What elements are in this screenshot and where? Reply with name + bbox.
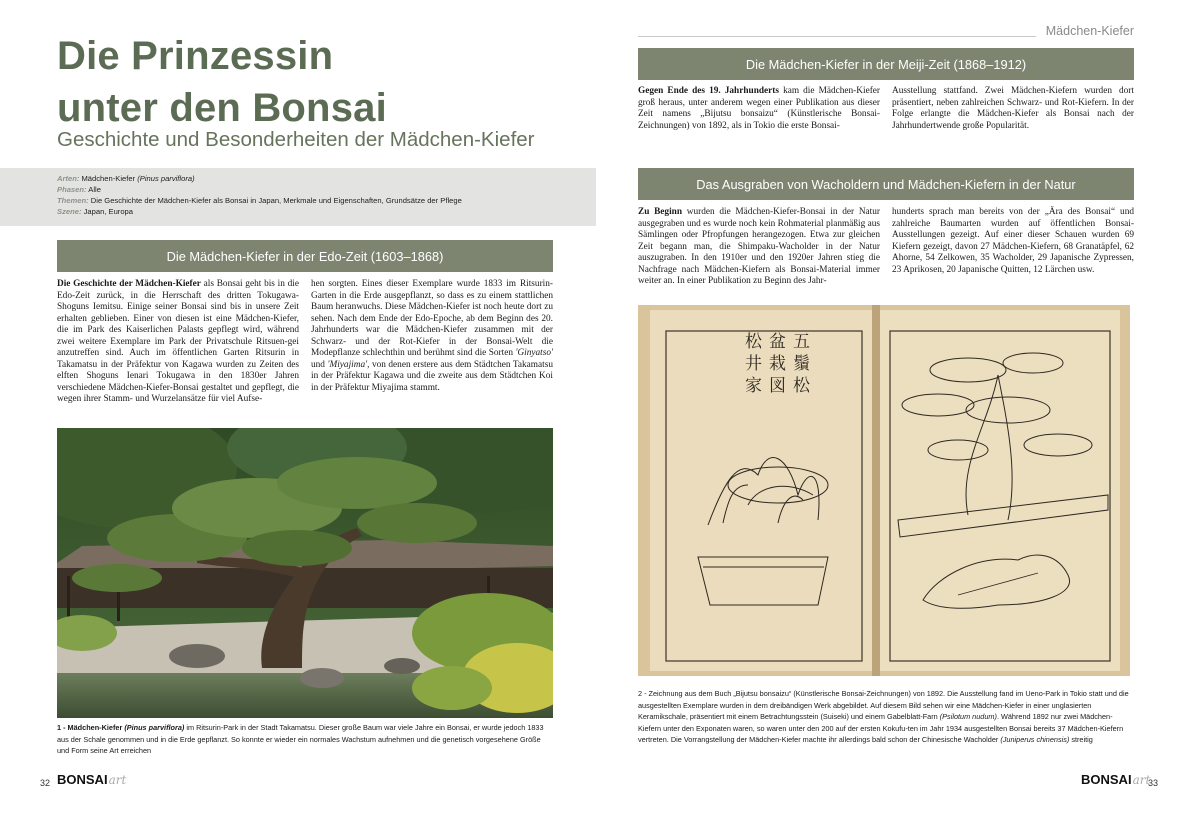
inscription-column: 五鬚松: [793, 332, 810, 396]
body-text: hunderts sprach man bereits von der „Ära des Bonsai“ und zahlreiche Baumarten wurden auf öffentlichen Bonsai-Ausstellungen gezeigt. Auf einer dieser Schauen wurden 69 Kiefern gezeigt, davon 27 Mädchen-Kiefern, 68 Granatäpfel, 62 Ahorne, 54 Zelkowen, 35 Wacholder, 29 Japanische Zypressen, 23 Aprikosen, 20 Japanische Quitten, 12 Lärchen usw.: [892, 207, 1134, 275]
meta-value: Mädchen-Kiefer: [81, 174, 136, 183]
title-line-1: Die Prinzessin: [57, 34, 334, 78]
meta-row-szene: [57, 206, 596, 217]
body-text: hen sorgten. Eines dieser Exemplare wurde 1833 im Ritsurin-Garten in die Erde ausgepflanzt, so dass es zu einem stattlichen Baum heranwuchs. Diese Mädchen-Kiefer ist noch heute dort zu sehen. Nach dem Ende der Edo-Epoche, ab dem Beginn des 20. Jahrhunderts war die Mädchen-Kiefer zusammen mit der Schwarz- und der Rot-Kiefer in der Bonsai-Welt die Modepflanze schlechthin und berühmt sind die Sorten: [311, 279, 553, 359]
meta-key: Szene:: [57, 207, 82, 216]
illustration-bijutsu-bonsaizu: [638, 305, 1130, 676]
meta-row-themen: [57, 195, 596, 206]
article-title: [57, 30, 557, 134]
meta-key: Themen:: [57, 196, 89, 205]
meta-value: Japan, Europa: [83, 207, 134, 216]
variety-name: 'Miyajima': [327, 359, 368, 370]
section-heading-edo: Die Mädchen-Kiefer in der Edo-Zeit (1603–1868): [57, 240, 553, 272]
meta-info-box: [0, 168, 596, 226]
body-text: als Bonsai geht bis in die Edo-Zeit zurück, in die Herrschaft des dritten Tokugawa-Shoguns Iemitsu. Einige seiner Bonsai sind bis in unsere Zeit erhalten geblieben. Einer von diesen ist eine Mädchen-Kiefer, die im Park des Kaiserlichen Palasts gepflegt wird, während zwei weitere Exemplare im Park der Privatschule Ritsuen-gei anzutreffen sind. Auch im öffentlichen Garten Ritsurin in Takamatsu in der Präfektur von Kagawa wurden zu Zeiten des elften Shoguns Ienari Tokugawa in den 1830er Jahren verschiedene Mädchen-Kiefer-Bonsai gestaltet und gepflegt, die wegen ihrer Stamm- und Wurzelansätze für viel Aufse-: [57, 279, 300, 405]
body-column-4: [892, 86, 1134, 132]
body-text: wurden die Mädchen-Kiefer-Bonsai in der Natur ausgegraben und es wurde noch kein Rohmaterial planmäßig aus Sämlingen oder Pfropfungen herangezogen. Etwa zur gleichen Zeit begann man, die Shimpaku-Wacholder in der Natur auszugraben. In den 1910er und den 1920er Jahren stieg die Nachfrage nach Mädchen-Kiefern als Bonsai-Material immer weiter an. In einer Publikation zu Beginn des Jahr-: [638, 207, 881, 287]
lead-in: Zu Beginn: [638, 207, 682, 217]
body-column-6: [892, 207, 1134, 276]
figure-2-caption: 2 - Zeichnung aus dem Buch „Bijutsu bonsaizu“ (Künstlerische Bonsai-Zeichnungen) von 1892. Die Ausstellung fand im Ueno-Park in Tokio statt und die ausgestellten Exemplare wurden in dem dreibändigen Werk abgebildet. Auf diesem Bild sehen wir eine Mädchen-Kiefer in einer unglasierten Keramikschale, präsentiert mit einem Betrachtungsstein (Suiseki) und einem Gabelblatt-Farn (Psilotum nudum). Während 1892 nur zwei Mädchen-Kiefern unter den Exponaten waren, so waren unter den 200 auf der ersten Kokufu-ten im Jahr 1934 ausgestellten Bonsai bereits 37 Mädchen-Kiefern vertreten. Die Vorrangstellung der Mädchen-Kiefer machte ihr allerdings bald schon der Chinesische Wacholder (Juniperus chinensis) streitig: [638, 689, 1129, 744]
meta-value: Alle: [88, 185, 101, 194]
meta-row-phasen: [57, 184, 596, 195]
caption-lead: 1 - Mädchen-Kiefer (Pinus parviflora): [57, 723, 185, 732]
caption-text: im Ritsurin-Park in der Stadt Takamatsu. Dieser große Baum war viele Jahre ein Bonsai, er wurde jedoch 1833 aus der Schale genommen und in die Erde gepflanzt. So konnte er wieder ein normales Wachstum aufnehmen und die genetisch vorgesehene Größe und Form seine Art erreichen: [57, 723, 544, 755]
page-number-right: 33: [1148, 778, 1159, 788]
section-heading-ausgraben: Das Ausgraben von Wacholdern und Mädchen-Kiefern in der Natur: [638, 168, 1134, 200]
body-text: kam die Mädchen-Kiefer groß heraus, unter anderem wegen einer Publikation aus dieser Zeit namens „Bijutsu bonsaizu“ (Künstlerische Bonsai-Zeichnungen) von 1892, als in Tokio die erste Bonsai-: [638, 86, 881, 131]
body-column-5: [638, 207, 880, 288]
meta-value: Die Geschichte der Mädchen-Kiefer als Bonsai in Japan, Merkmale und Eigenschaften, Grundsätze der Pflege: [90, 196, 462, 205]
body-column-3: [638, 86, 880, 132]
figure-1-caption: [57, 722, 553, 757]
running-head: Mädchen-Kiefer: [1036, 24, 1134, 38]
article-subtitle: Geschichte und Besonderheiten der Mädchen-Kiefer: [57, 128, 535, 151]
body-column-1: [57, 279, 299, 406]
photo-pine-tree-ritsurin: [57, 428, 553, 718]
body-text: und: [311, 359, 325, 370]
inscription-column: 松井家: [745, 332, 762, 396]
variety-name: 'Ginyatso': [515, 348, 553, 359]
page-number-left: 32: [40, 778, 51, 788]
bonsai-art-logo-left: BONSAIart: [57, 772, 127, 787]
body-column-2: [311, 279, 553, 394]
meta-row-arten: [57, 173, 596, 184]
body-text: , von denen erstere aus dem Städtchen Takamatsu in der Präfektur Kagawa und die zweite aus dem Städtchen Koi in der Präfektur Miyajima stammt.: [311, 359, 554, 393]
right-page: [596, 0, 1191, 822]
meta-latin: (Pinus parviflora): [137, 174, 195, 183]
body-text: Ausstellung stattfand. Zwei Mädchen-Kiefern wurden dort präsentiert, neben zahlreichen Schwarz- und Rot-Kiefern. In der Folge erlangte die Mädchen-Kiefer als Bonsai nach der Jahrhundertwende große Popularität.: [892, 86, 1134, 131]
section-heading-meiji: Die Mädchen-Kiefer in der Meiji-Zeit (1868–1912): [638, 48, 1134, 80]
japanese-inscription: [745, 332, 811, 396]
lead-in: Die Geschichte der Mädchen-Kiefer: [57, 279, 201, 289]
inscription-column: 盆栽図: [769, 332, 786, 396]
title-line-2: unter den Bonsai: [57, 86, 387, 130]
bonsai-art-logo-right: BONSAIart: [1081, 772, 1151, 787]
meta-key: Phasen:: [57, 185, 87, 194]
lead-in: Gegen Ende des 19. Jahrhunderts: [638, 86, 780, 96]
meta-key: Arten:: [57, 174, 80, 183]
